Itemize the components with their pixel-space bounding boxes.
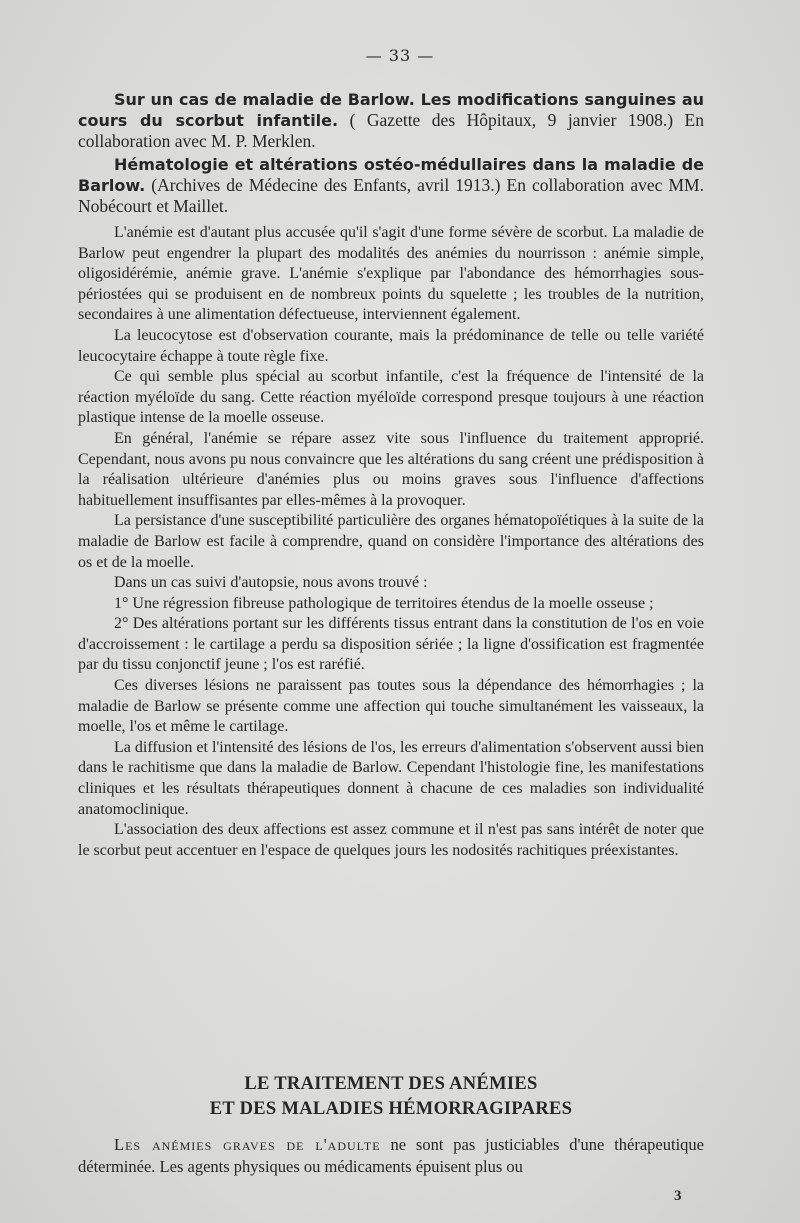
paragraph: La persistance d'une susceptibilité particulière des organes hématopoïétiques à la suite de la maladie de Barlow est facile à comprendre, quand on considère l'importance des altérations des os et de la moelle. [78, 512, 704, 571]
smallcaps-lead: Les anémies graves de l'adulte [114, 1135, 381, 1154]
body-text [78, 89, 704, 861]
list-item: 2° Des altérations portant sur les différents tissus entrant dans la constitution de l'os en voie d'accroissement : le cartilage a perdu sa disposition sériée ; la ligne d'ossification est fragmentée par du tissu conjonctif jeune ; l'os est raréfié. [78, 615, 704, 674]
signature-mark: 3 [674, 1188, 682, 1204]
paragraph: En général, l'anémie se répare assez vite sous l'influence du traitement approprié. Cependant, nous avons pu nous convaincre que les altérations du sang créent une prédisposition à la réalisation ultérieure d'anémies plus ou moins graves sous l'influence d'affections habituellement insuffisantes par elles-mêmes à la provoquer. [78, 429, 704, 509]
entry-citation: ( Gazette des Hôpitaux, 9 janvier 1908.) En collaboration avec M. P. Merklen. [78, 110, 704, 151]
page-number: — 33 — [365, 46, 435, 65]
paragraph: Ces diverses lésions ne paraissent pas toutes sous la dépendance des hémorrhagies ; la maladie de Barlow se présente comme une affection qui touche simultanément les vaisseaux, la moelle, l'os et même le cartilage. [78, 677, 704, 736]
paragraph: Dans un cas suivi d'autopsie, nous avons trouvé : [114, 574, 428, 592]
paragraph [78, 1134, 704, 1178]
bibliography-entry-1 [78, 89, 704, 152]
entry-title: Hématologie et altérations ostéo-médullaires dans la maladie de Barlow. [78, 155, 704, 195]
section-heading-line-2: ET DES MALADIES HÉMORRAGIPARES [209, 1099, 573, 1119]
bibliography-entry-2 [78, 154, 704, 217]
list-item: 1° Une régression fibreuse pathologique de territoires étendus de la moelle osseuse ; [114, 594, 654, 612]
paragraph-text: ne sont pas justiciables d'une thérapeutique déterminée. Les agents physiques ou médicaments épuisent plus ou [78, 1135, 704, 1176]
paragraph: L'association des deux affections est assez commune et il n'est pas sans intérêt de noter que le scorbut peut accentuer en l'espace de quelques jours les nodosités rachitiques préexistantes. [78, 821, 704, 859]
section-heading [78, 1072, 704, 1122]
paragraph: La diffusion et l'intensité des lésions de l'os, les erreurs d'alimentation s'observent aussi bien dans le rachitisme que dans la maladie de Barlow. Cependant l'histologie fine, les manifestations cliniques et les résultats thérapeutiques donnent à chacune de ces maladies son individualité anatomoclinique. [78, 738, 704, 818]
entry-title: Sur un cas de maladie de Barlow. Les modifications sanguines au cours du scorbut infantile. [78, 90, 704, 130]
summary-text [78, 223, 704, 861]
entry-citation: (Archives de Médecine des Enfants, avril 1913.) En collaboration avec MM. Nobécourt et Maillet. [78, 175, 704, 216]
paragraph: L'anémie est d'autant plus accusée qu'il s'agit d'une forme sévère de scorbut. La maladie de Barlow peut engendrer la plupart des modalités des anémies du nourrisson : anémie simple, oligosidérémie, anémie grave. L'anémie s'explique par l'abondance des hémorrhagies sous-périostées qui se produisent en de nombreux points du squelette ; les troubles de la nutrition, secondaires à une alimentation défectueuse, interviennent également. [78, 224, 704, 324]
continuation-text [78, 1134, 704, 1178]
section-heading-line-1: LE TRAITEMENT DES ANÉMIES [244, 1074, 538, 1094]
paragraph: La leucocytose est d'observation courante, mais la prédominance de telle ou telle variété leucocytaire échappe à toute règle fixe. [78, 326, 704, 365]
paragraph: Ce qui semble plus spécial au scorbut infantile, c'est la fréquence de l'intensité de la réaction myéloïde du sang. Cette réaction myéloïde correspond presque toujours à une réaction plastique intense de la moelle osseuse. [78, 368, 704, 427]
